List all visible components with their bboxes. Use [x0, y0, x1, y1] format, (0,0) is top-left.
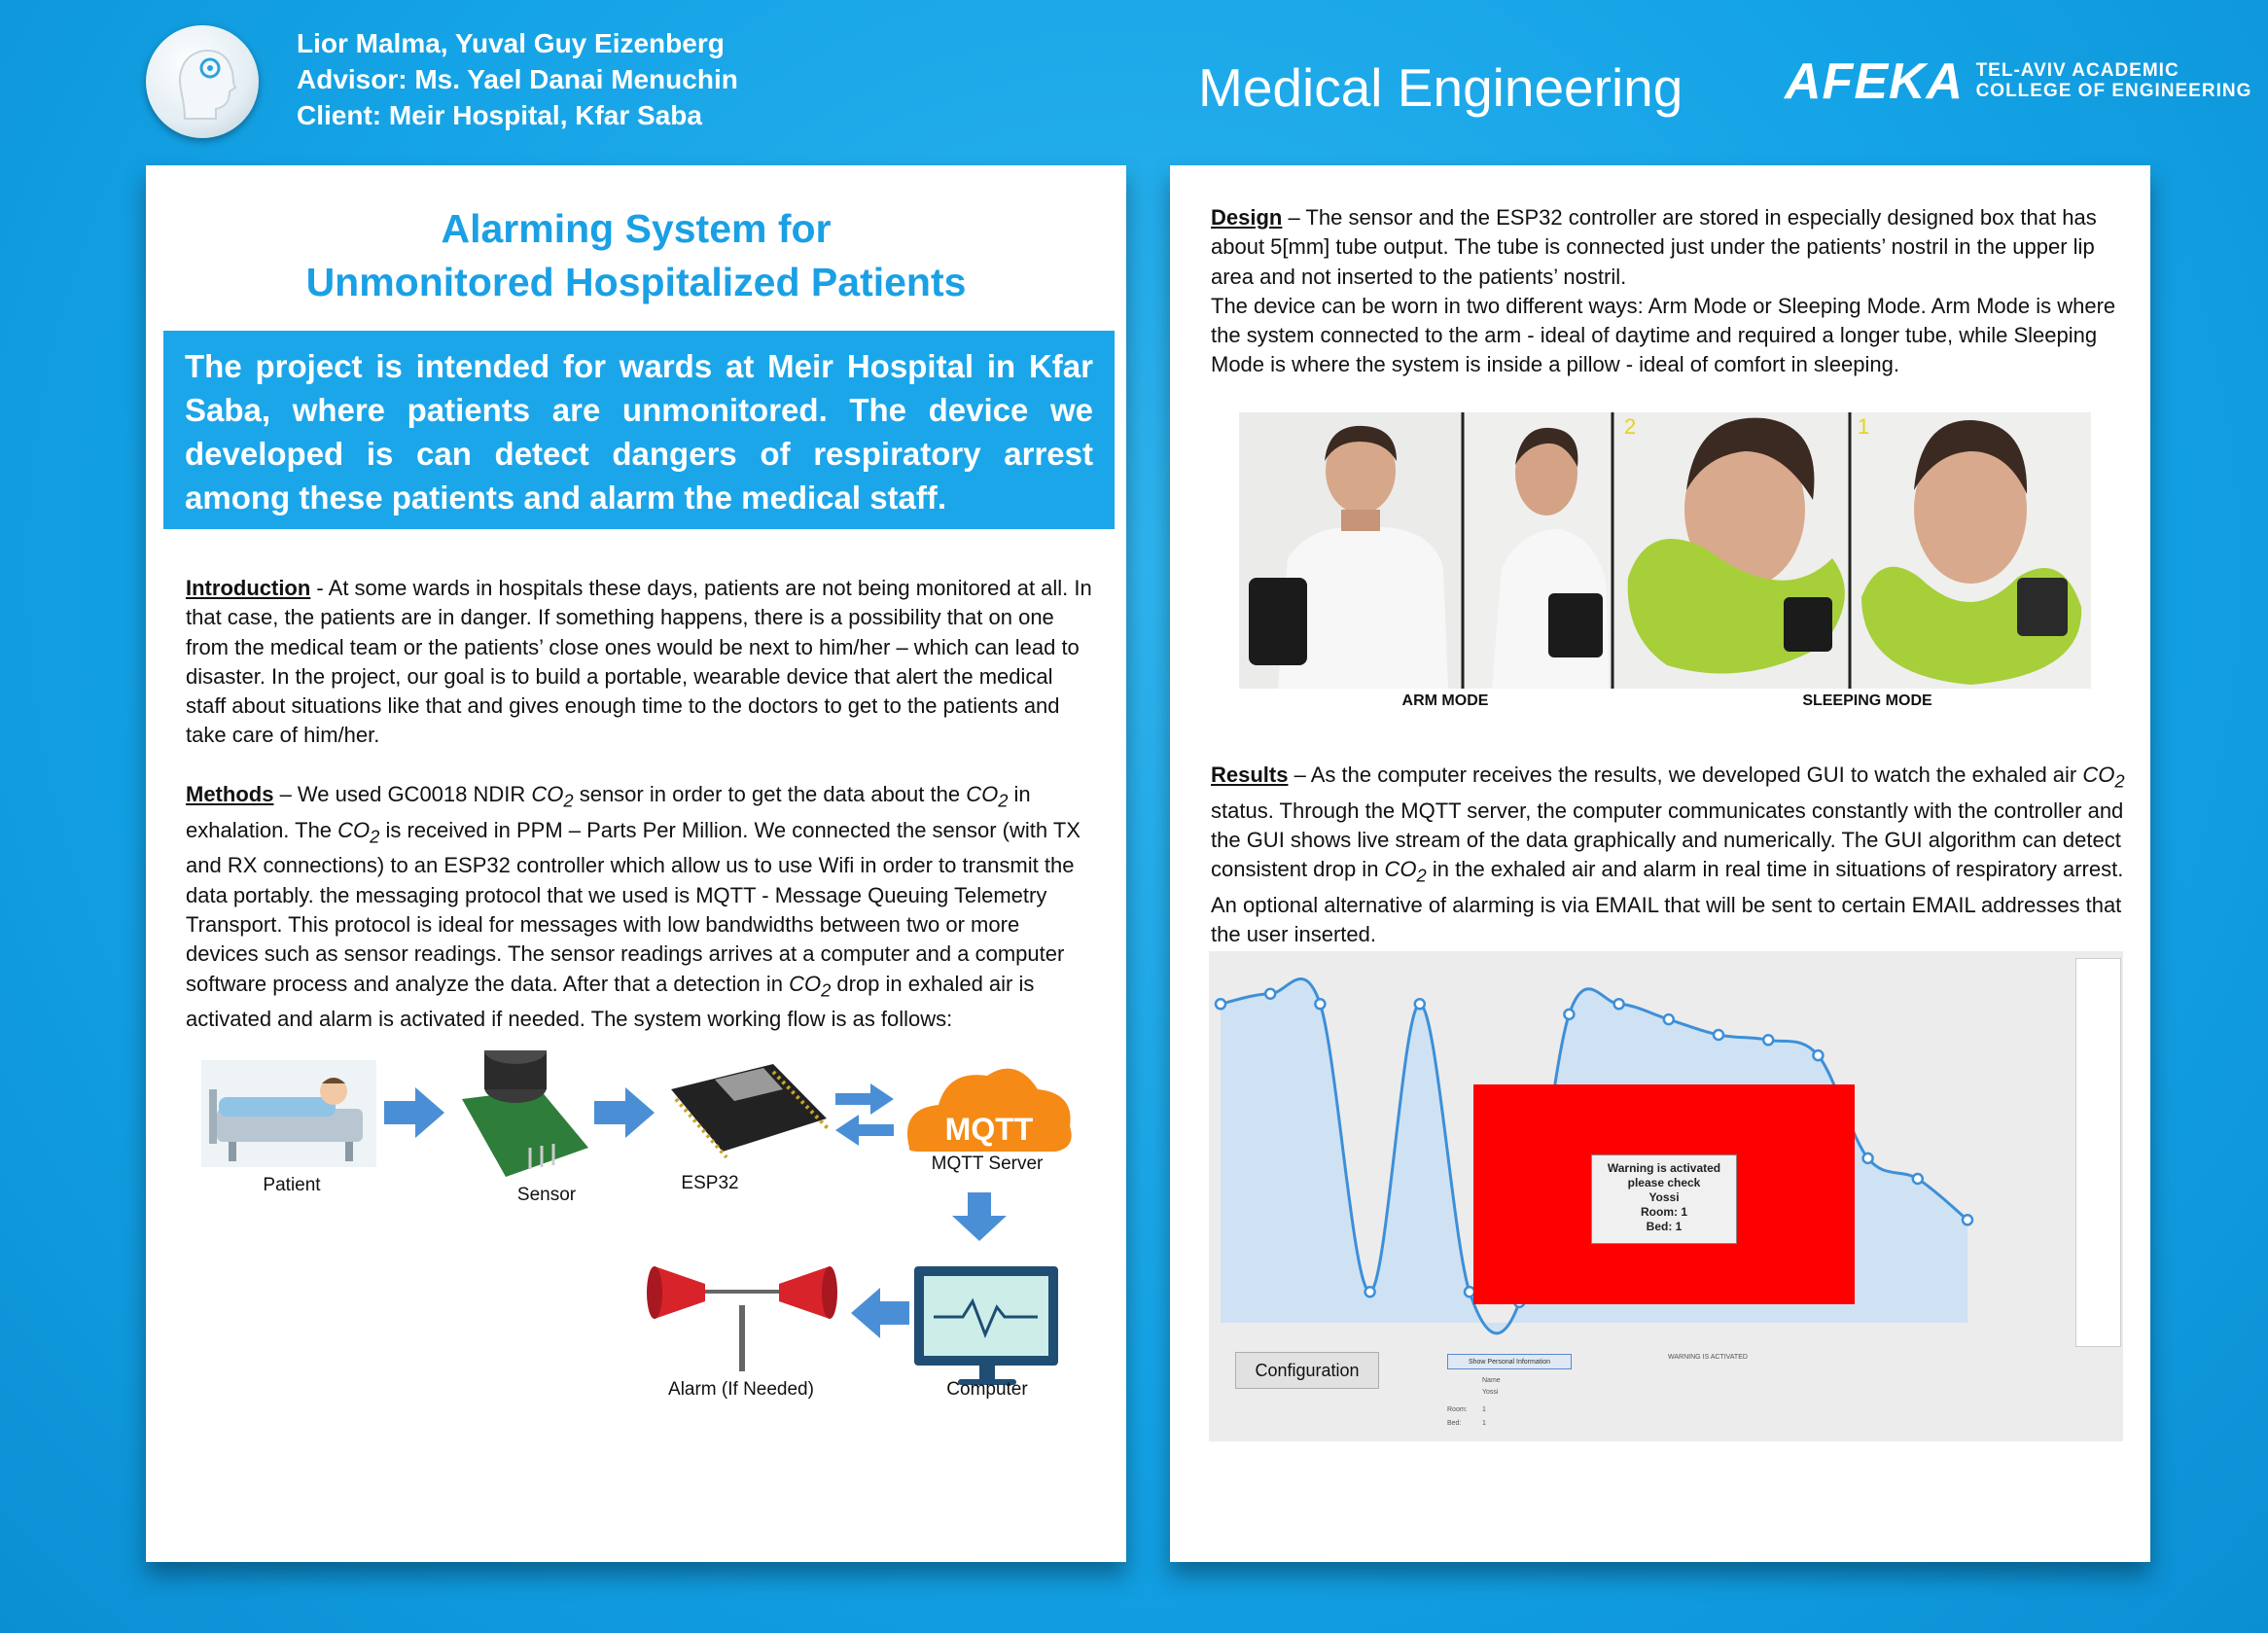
- chart-point: [1265, 989, 1275, 999]
- chart-point: [1415, 999, 1425, 1009]
- results-text-1: – As the computer receives the results, we developed GUI to watch the exhaled air: [1288, 763, 2083, 787]
- chart-point: [1813, 1050, 1823, 1060]
- warning-line1: Warning is activated: [1607, 1161, 1721, 1175]
- methods-section: [186, 780, 1096, 1035]
- co2-formula: $CO_2$: [966, 782, 1009, 811]
- chart-point: [1763, 1035, 1773, 1045]
- flow-label-patient: Patient: [263, 1175, 321, 1195]
- head-profile-icon: [146, 25, 259, 138]
- chart-point: [1714, 1030, 1723, 1040]
- methods-text-3: in exhalation. The: [186, 782, 1031, 842]
- advisor: Advisor: Ms. Yael Danai Menuchin: [297, 64, 738, 94]
- authors-names: Lior Malma, Yuval Guy Eizenberg: [297, 28, 725, 58]
- flow-label-mqtt-server: MQTT Server: [931, 1154, 1044, 1174]
- title-line2: Unmonitored Hospitalized Patients: [305, 260, 967, 304]
- photo-label-1: 1: [1858, 414, 1870, 439]
- summary-box: The project is intended for wards at Meir Hospital in Kfar Saba, where patients are unmonitored. The device we developed is can detect dangers of respiratory arrest among these patients and alarm the medical staff.: [163, 331, 1115, 529]
- results-heading: Results: [1211, 763, 1289, 787]
- flow-label-esp32: ESP32: [681, 1173, 739, 1193]
- mqtt-cloud-icon: [907, 1069, 1072, 1152]
- flow-arrow-right-icon: [384, 1087, 444, 1138]
- chart-point: [1614, 999, 1624, 1009]
- results-text-2: status. Through the MQTT server, the computer communicates constantly with the controller and the GUI shows live stream of the data graphically and numerically. The GUI algorithm can detect consistent drop in: [1211, 798, 2124, 882]
- title-line1: Alarming System for: [441, 206, 832, 251]
- arm-mode-caption: ARM MODE: [1401, 692, 1489, 709]
- flow-arrow-right-icon: [594, 1087, 655, 1138]
- co2-formula: $CO_2$: [2082, 763, 2125, 792]
- department-title: Medical Engineering: [1198, 57, 1683, 118]
- warning-status-label: WARNING IS ACTIVATED: [1668, 1354, 1748, 1361]
- configuration-button[interactable]: Configuration: [1235, 1352, 1379, 1389]
- chart-point: [1216, 999, 1225, 1009]
- chart-point: [1863, 1154, 1873, 1163]
- college-subtitle: [1976, 60, 2252, 101]
- mqtt-logo-text: MQTT: [944, 1112, 1034, 1147]
- sensor-icon: [462, 1050, 588, 1177]
- flow-label-computer: Computer: [946, 1379, 1028, 1400]
- author-block: [297, 25, 738, 133]
- design-text-1: – The sensor and the ESP32 controller are stored in especially designed box that has about 5[mm] tube output. The tube is connected just under the patients’ nostril in the upper lip area and not inserted to the patients’ nostril.: [1211, 205, 2097, 289]
- methods-text-4: is received in PPM – Parts Per Million. We connected the sensor (with TX and RX connections) to an ESP32 controller which allow us to use Wifi in order to transmit the data portably. the messaging protocol that we used is MQTT - Message Queuing Telemetry Transport. This protocol is ideal for messages with low bandwidths between two or more devices such as sensor readings. The sensor readings arrives at a computer and a computer software process and analyze the data. After that a detection in: [186, 817, 1081, 996]
- results-text-3: in the exhaled air and alarm in real time in situations of respiratory arrest. An optional alternative of alarming is via EMAIL that will be sent to certain EMAIL addresses that the user inserted.: [1211, 857, 2124, 947]
- methods-text-5: drop in exhaled air is activated and alarm is activated if needed. The system working flow is as follows:: [186, 971, 1035, 1032]
- co2-formula: $CO_2$: [1384, 857, 1427, 886]
- chart-point: [1315, 999, 1325, 1009]
- flow-label-alarm: Alarm (If Needed): [668, 1379, 814, 1400]
- flow-arrow-down-icon: [952, 1192, 1007, 1241]
- flow-arrow-left-icon: [851, 1288, 909, 1338]
- introduction-text: - At some wards in hospitals these days, patients are not being monitored at all. In that case, the patients are in danger. If something happens, there is a possibility that on one from the medical team or the patients’ close ones would be next to him/her – which can lead to disaster. In the project, our goal is to build a portable, wearable device that alert the medical staff about situations like that and gives enough time to the doctors to get to the patients and take care of him/her.: [186, 576, 1092, 748]
- warning-line5: Bed: 1: [1646, 1220, 1683, 1233]
- arm-mode-side-photo: [1465, 412, 1611, 689]
- flow-label-sensor: Sensor: [516, 1185, 577, 1205]
- design-section: [1211, 203, 2125, 380]
- bed-label: Bed:: [1447, 1420, 1462, 1427]
- device-photos: [1239, 412, 2091, 689]
- sleeping-mode-caption: SLEEPING MODE: [1802, 692, 1932, 709]
- college-name: AFEKA: [1785, 53, 1965, 110]
- chart-point: [1365, 1287, 1375, 1296]
- gui-readings-list[interactable]: [2075, 958, 2121, 1347]
- computer-monitor-icon: [914, 1266, 1058, 1385]
- chart-point: [1664, 1014, 1674, 1024]
- warning-line3: Yossi: [1648, 1190, 1680, 1204]
- arm-mode-front-photo: [1239, 412, 1461, 689]
- co2-formula: $CO_2$: [789, 971, 832, 1000]
- poster-title: [146, 202, 1126, 309]
- room-label: Room:: [1447, 1406, 1468, 1413]
- results-section: [1211, 761, 2125, 950]
- room-value: 1: [1482, 1406, 1486, 1413]
- college-logo: [1785, 54, 2251, 109]
- chart-point: [1913, 1174, 1923, 1184]
- patient-bed-icon: [201, 1060, 376, 1167]
- sleeping-mode-front-photo: [1852, 412, 2091, 689]
- chart-point: [1963, 1215, 1972, 1225]
- college-line2: COLLEGE OF ENGINEERING: [1975, 81, 2252, 101]
- device-photos-image: [1239, 412, 2091, 689]
- warning-line2: please check: [1627, 1176, 1701, 1189]
- methods-text-2: sensor in order to get the data about the: [573, 782, 967, 806]
- sleeping-mode-side-photo: [1614, 412, 1848, 689]
- warning-dialog[interactable]: [1591, 1154, 1737, 1244]
- design-text-2: The device can be worn in two different ways: Arm Mode or Sleeping Mode. Arm Mode is where the system connected to the arm - ideal of daytime and required a longer tube, while Sleeping Mode is where the system is inside a pillow - ideal of comfort in sleeping.: [1211, 293, 2116, 377]
- college-line1: TEL-AVIV ACADEMIC: [1975, 60, 2179, 81]
- introduction-section: [186, 574, 1096, 751]
- photo-label-2: 2: [1624, 414, 1637, 439]
- bed-value: 1: [1482, 1420, 1486, 1427]
- show-personal-info-button[interactable]: Show Personal Information: [1447, 1354, 1572, 1369]
- name-value: Yossi: [1482, 1389, 1499, 1396]
- client: Client: Meir Hospital, Kfar Saba: [297, 100, 702, 130]
- introduction-heading: Introduction: [186, 576, 311, 600]
- name-label: Name: [1482, 1377, 1501, 1384]
- chart-point: [1564, 1010, 1574, 1019]
- bidirectional-arrows-icon: [835, 1083, 894, 1146]
- author-logo: [146, 25, 259, 138]
- co2-formula: $CO_2$: [531, 782, 574, 811]
- alarm-speaker-icon: [647, 1266, 837, 1371]
- methods-heading: Methods: [186, 782, 274, 806]
- system-flow-diagram: [190, 1050, 1094, 1410]
- design-heading: Design: [1211, 205, 1283, 230]
- warning-line4: Room: 1: [1641, 1205, 1687, 1219]
- esp32-board-icon: [671, 1064, 828, 1157]
- methods-text-1: – We used GC0018 NDIR: [273, 782, 532, 806]
- co2-formula: $CO_2$: [337, 817, 380, 847]
